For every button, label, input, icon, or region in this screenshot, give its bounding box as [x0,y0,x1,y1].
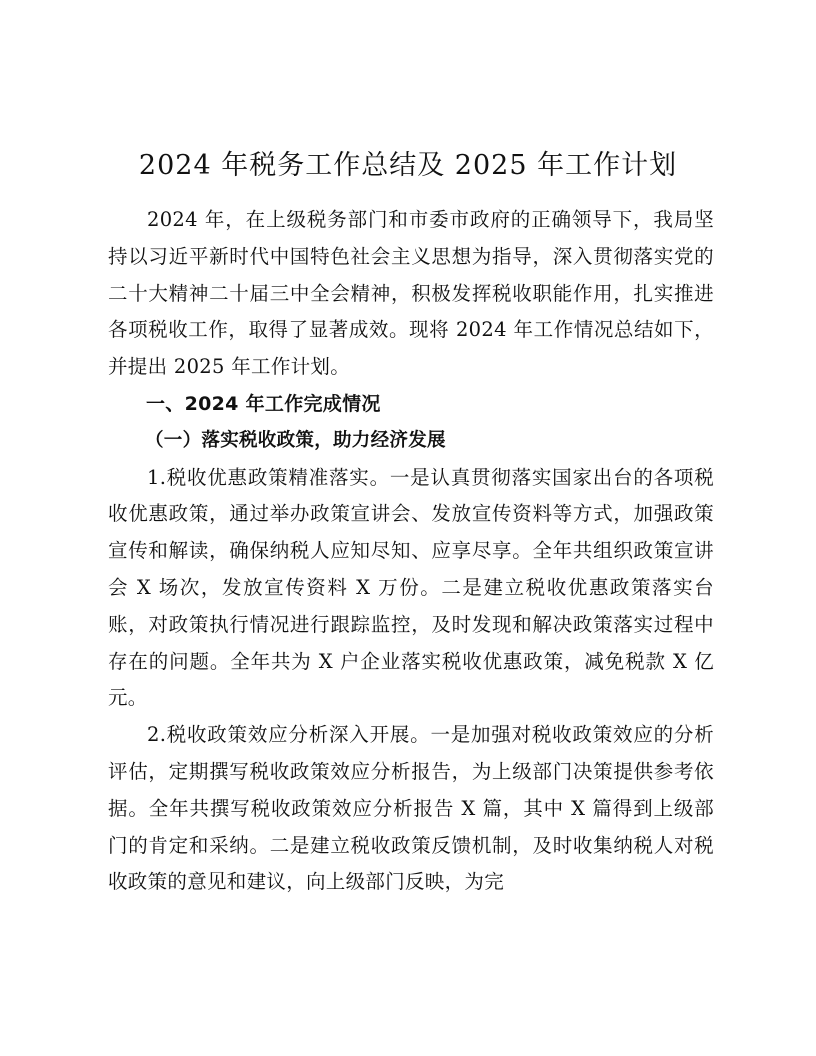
body-paragraph-1: 1.税收优惠政策精准落实。一是认真贯彻落实国家出台的各项税收优惠政策，通过举办政策宣讲会、发放宣传资料等方式，加强政策宣传和解读，确保纳税人应知尽知、应享尽享。全年共组织政策宣讲会 X 场次，发放宣传资料 X 万份。二是建立税收优惠政策落实台账，对政策执行情况进行跟踪监控，及时发现和解决政策落实过程中存在的问题。全年共为 X 户企业落实税收优惠政策，减免税款 X 亿元。 [108,465,714,710]
document-body [108,202,714,901]
body-paragraph-2: 2.税收政策效应分析深入开展。一是加强对税收政策效应的分析评估，定期撰写税收政策效应分析报告，为上级部门决策提供参考依据。全年共撰写税收政策效应分析报告 X 篇，其中 X 篇得到上级部门的肯定和采纳。二是建立税收政策反馈机制，及时收集纳税人对税收政策的意见和建议，向上级部门反映，为完 [108,723,714,894]
section-heading: 一、2024 年工作完成情况 [146,392,381,415]
subsection-heading: （一）落实税收政策，助力经济发展 [145,429,446,451]
document-title: 2024 年税务工作总结及 2025 年工作计划 [138,150,678,181]
intro-paragraph: 2024 年，在上级税务部门和市委市政府的正确领导下，我局坚持以习近平新时代中国特色社会主义思想为指导，深入贯彻落实党的二十大精神二十届三中全会精神，积极发挥税收职能作用，扎实推进各项税收工作，取得了显著成效。现将 2024 年工作情况总结如下，并提出 2025 年工作计划。 [108,208,714,379]
